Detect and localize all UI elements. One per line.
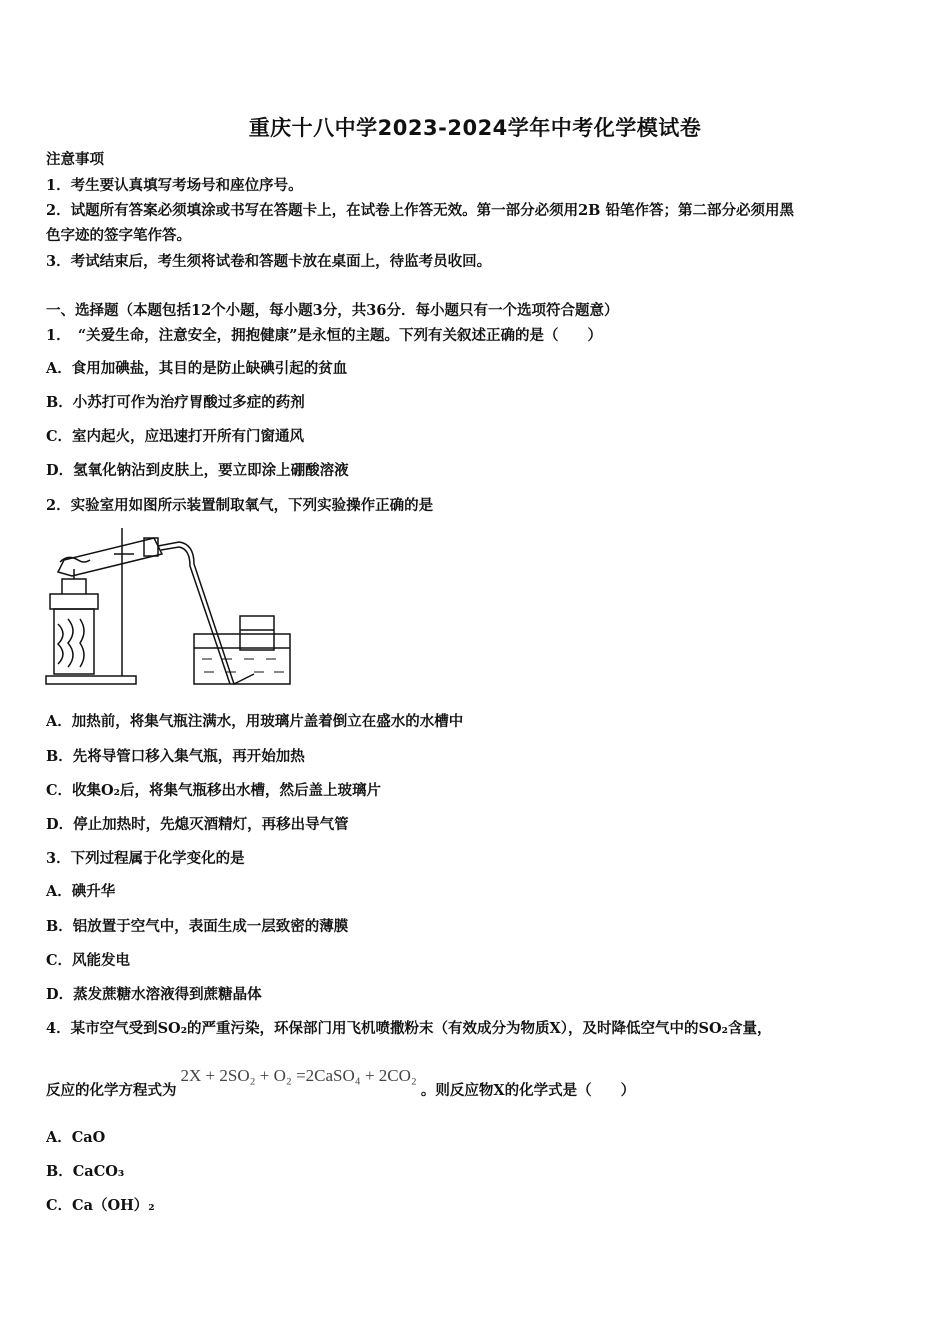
option: A．加热前，将集气瓶注满水，用玻璃片盖着倒立在盛水的水槽中 (46, 713, 464, 730)
question-stem: 4．某市空气受到SO₂的严重污染，环保部门用飞机喷撒粉末（有效成分为物质X），及时降低空气中的SO₂含量， (46, 1020, 772, 1037)
option: C．收集O₂后，将集气瓶移出水槽，然后盖上玻璃片 (46, 782, 382, 799)
option: A．食用加碘盐，其目的是防止缺碘引起的贫血 (46, 360, 348, 377)
option: A．CaO (46, 1129, 106, 1146)
option: B．小苏打可作为治疗胃酸过多症的药剂 (46, 394, 305, 411)
option: D．蒸发蔗糖水溶液得到蔗糖晶体 (46, 986, 262, 1003)
stem-suffix: 。则反应物X的化学式是（ ） (420, 1082, 636, 1099)
option: A．碘升华 (46, 883, 116, 900)
page-title: 重庆十八中学2023-2024学年中考化学模试卷 (248, 116, 702, 140)
section-heading: 一、选择题（本题包括12个小题，每小题3分，共36分．每小题只有一个选项符合题意） (46, 302, 619, 319)
stem-prefix: 反应的化学方程式为 (46, 1082, 177, 1099)
option: C．室内起火，应迅速打开所有门窗通风 (46, 428, 305, 445)
option: C．Ca（OH）₂ (46, 1197, 155, 1214)
notes-heading: 注意事项 (46, 151, 104, 168)
option: C．风能发电 (46, 952, 131, 969)
option: B．CaCO₃ (46, 1163, 125, 1180)
option: D．氢氧化钠沾到皮肤上，要立即涂上硼酸溶液 (46, 462, 349, 479)
note-item: 3．考试结束后，考生须将试卷和答题卡放在桌面上，待监考员收回。 (46, 253, 492, 270)
question-stem: 2．实验室用如图所示装置制取氧气，下列实验操作正确的是 (46, 497, 434, 514)
note-item: 色字迹的签字笔作答。 (46, 227, 191, 244)
option: B．先将导管口移入集气瓶，再开始加热 (46, 748, 305, 765)
question-stem: 3．下列过程属于化学变化的是 (46, 850, 245, 867)
question-stem: 1． “关爱生命，注意安全，拥抱健康”是永恒的主题。下列有关叙述正确的是（ ） (46, 327, 603, 344)
note-item: 1．考生要认真填写考场号和座位序号。 (46, 177, 303, 194)
question-stem-line2 (46, 1066, 636, 1101)
option: D．停止加热时，先熄灭酒精灯，再移出导气管 (46, 816, 349, 833)
chemical-equation: 2X + 2SO₂ + O₂ =2CaSO₄ + 2CO₂ (180, 1066, 417, 1085)
note-item: 2．试题所有答案必须填涂或书写在答题卡上，在试卷上作答无效。第一部分必须用2B 铅笔作答；第二部分必须用黑 (46, 202, 794, 219)
option: B．铝放置于空气中，表面生成一层致密的薄膜 (46, 918, 349, 935)
oxygen-apparatus-figure (44, 524, 304, 689)
